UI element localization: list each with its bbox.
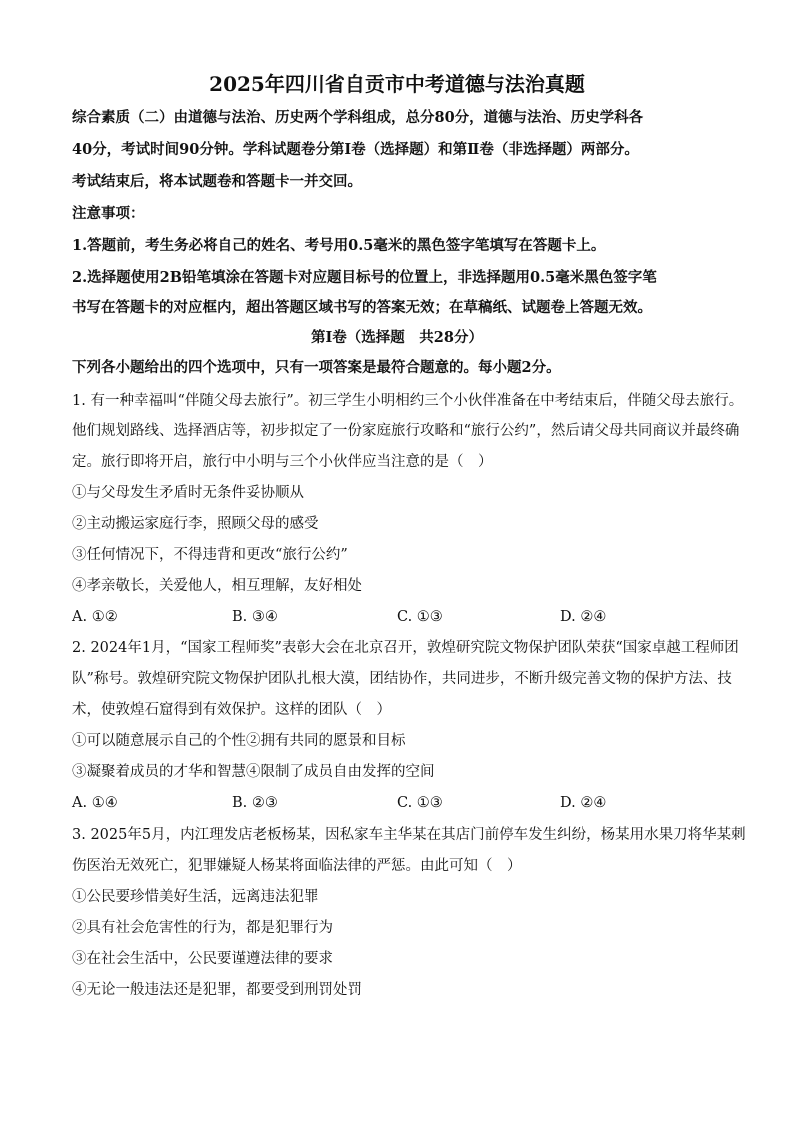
statement: ①与父母发生矛盾时无条件妥协顺从 <box>72 485 304 501</box>
option-b: B. ③④ <box>232 609 278 625</box>
option-a: A. ①② <box>72 609 118 625</box>
question-stem: 术，使敦煌石窟得到有效保护。这样的团队（ ） <box>72 702 391 718</box>
page-title: 2025年四川省自贡市中考道德与法治真题 <box>209 72 585 96</box>
statement: ③凝聚着成员的才华和智慧④限制了成员自由发挥的空间 <box>72 764 435 780</box>
section-instruction: 下列各小题给出的四个选项中，只有一项答案是最符合题意的。每小题2分。 <box>72 359 561 376</box>
option-c: C. ①③ <box>397 609 443 625</box>
question-stem: 伤医治无效死亡，犯罪嫌疑人杨某将面临法律的严惩。由此可知（ ） <box>72 858 522 874</box>
intro-line: 考试结束后，将本试题卷和答题卡一并交回。 <box>72 173 362 190</box>
statement: ②具有社会危害性的行为，都是犯罪行为 <box>72 920 333 936</box>
statement: ①可以随意展示自己的个性②拥有共同的愿景和目标 <box>72 733 406 749</box>
notice-heading: 注意事项： <box>72 205 145 222</box>
intro-line: 综合素质（二）由道德与法治、历史两个学科组成，总分80分，道德与法治、历史学科各 <box>72 109 644 126</box>
answer-options <box>72 607 732 627</box>
statement: ①公民要珍惜美好生活，远离违法犯罪 <box>72 889 319 905</box>
option-a: A. ①④ <box>72 795 118 811</box>
option-b: B. ②③ <box>232 795 278 811</box>
question-stem: 3. 2025年5月，内江理发店老板杨某，因私家车主华某在其店门前停车发生纠纷，杨某用水果刀将华某刺 <box>72 827 746 843</box>
notice-line: 2.选择题使用2B铅笔填涂在答题卡对应题目标号的位置上，非选择题用0.5毫米黑色签字笔 <box>72 269 657 286</box>
option-c: C. ①③ <box>397 795 443 811</box>
option-d: D. ②④ <box>560 795 607 811</box>
statement: ②主动搬运家庭行李，照顾父母的感受 <box>72 516 319 532</box>
statement: ③任何情况下，不得违背和更改“旅行公约” <box>72 547 348 563</box>
question-stem: 定。旅行即将开启，旅行中小明与三个小伙伴应当注意的是（ ） <box>72 454 493 470</box>
statement: ③在社会生活中，公民要谨遵法律的要求 <box>72 951 333 967</box>
answer-options <box>72 793 732 813</box>
question-stem: 1. 有一种幸福叫“伴随父母去旅行”。初三学生小明相约三个小伙伴准备在中考结束后，伴随父母去旅行。 <box>72 393 744 409</box>
notice-line: 1.答题前，考生务必将自己的姓名、考号用0.5毫米的黑色签字笔填写在答题卡上。 <box>72 237 606 254</box>
question-stem: 他们规划路线、选择酒店等，初步拟定了一份家庭旅行攻略和“旅行公约”，然后请父母共同商议并最终确 <box>72 423 740 439</box>
notice-line: 书写在答题卡的对应框内，超出答题区域书写的答案无效；在草稿纸、试题卷上答题无效。 <box>72 299 652 316</box>
statement: ④无论一般违法还是犯罪，都要受到刑罚处罚 <box>72 982 362 998</box>
statement: ④孝亲敬长，关爱他人，相互理解，友好相处 <box>72 578 362 594</box>
intro-line: 40分，考试时间90分钟。学科试题卷分第Ⅰ卷（选择题）和第Ⅱ卷（非选择题）两部分。 <box>72 141 639 158</box>
question-stem: 2. 2024年1月，“国家工程师奖”表彰大会在北京召开，敦煌研究院文物保护团队荣获“国家卓越工程师团 <box>72 640 739 656</box>
section-title: 第Ⅰ卷（选择题 共28分） <box>311 329 483 346</box>
question-stem: 队”称号。敦煌研究院文物保护团队扎根大漠，团结协作，共同进步，不断升级完善文物的保护方法、技 <box>72 671 732 687</box>
option-d: D. ②④ <box>560 609 607 625</box>
